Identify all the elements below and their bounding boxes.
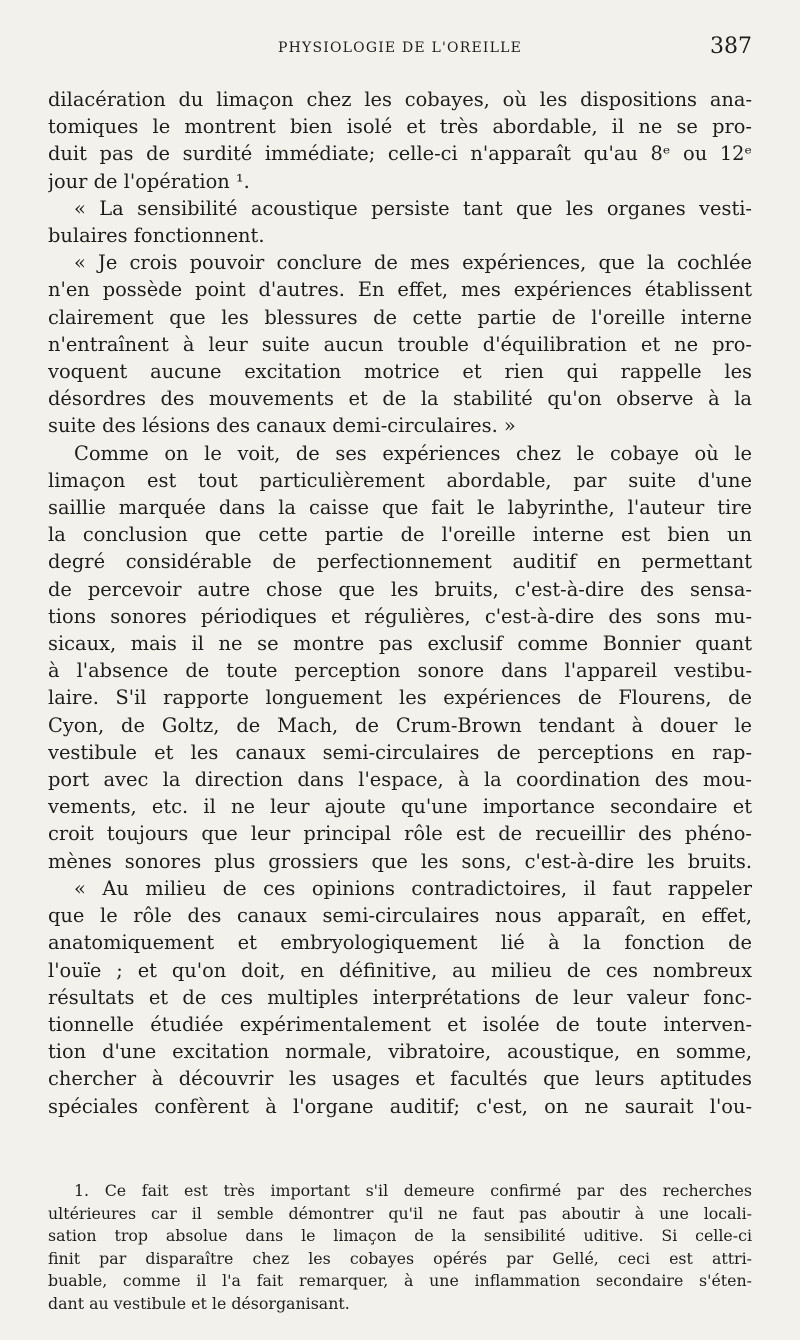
text-line: Cyon, de Goltz, de Mach, de Crum-Brown tendant à douer le (48, 713, 752, 737)
text-line: à l'absence de toute perception sonore dans l'appareil vestibu- (48, 659, 752, 683)
text-line: jour de l'opération ¹. (48, 169, 250, 193)
text-line: sicaux, mais il ne se montre pas exclusif comme Bonnier quant (48, 632, 752, 656)
text-line: suite des lésions des canaux demi-circulaires. » (48, 414, 516, 438)
text-line: tion d'une excitation normale, vibratoire, acoustique, en somme, (48, 1040, 752, 1064)
text-line: duit pas de surdité immédiate; celle-ci n'apparaît qu'au 8ᵉ ou 12ᵉ (48, 142, 752, 166)
text-line: anatomiquement et embryologiquement lié à la fonction de (48, 931, 752, 955)
text-line: bulaires fonctionnent. (48, 224, 265, 248)
text-line: tions sonores périodiques et régulières, c'est-à-dire des sons mu- (48, 604, 752, 628)
text-line: laire. S'il rapporte longuement les expériences de Flourens, de (48, 686, 752, 710)
text-line: tionnelle étudiée expérimentalement et isolée de toute interven- (48, 1012, 752, 1036)
running-title: PHYSIOLOGIE DE L'OREILLE (277, 40, 523, 56)
text-line: port avec la direction dans l'espace, à la coordination des mou- (48, 768, 752, 792)
footnote-line: buable, comme il l'a fait remarquer, à une inflammation secondaire s'éten- (48, 1271, 752, 1291)
main-text (48, 86, 752, 1120)
text-line: tomiques le montrent bien isolé et très abordable, il ne se pro- (48, 115, 752, 139)
text-line: clairement que les blessures de cette partie de l'oreille interne (48, 305, 752, 329)
text-line: n'en possède point d'autres. En effet, mes expériences établissent (48, 278, 752, 302)
text-line: que le rôle des canaux semi-circulaires nous apparaît, en effet, (48, 904, 752, 928)
text-line: vestibule et les canaux semi-circulaires de perceptions en rap- (48, 740, 752, 764)
text-line: voquent aucune excitation motrice et rien qui rappelle les (48, 360, 752, 384)
text-line: résultats et de ces multiples interprétations de leur valeur fonc- (48, 985, 752, 1009)
text-line: saillie marquée dans la caisse que fait le labyrinthe, l'auteur tire (48, 496, 752, 520)
text-line: de percevoir autre chose que les bruits, c'est-à-dire des sensa- (48, 577, 752, 601)
footnote-line: sation trop absolue dans le limaçon de la sensibilité uditive. Si celle-ci (48, 1226, 752, 1246)
text-line: vements, etc. il ne leur ajoute qu'une importance secondaire et (48, 795, 752, 819)
text-line: « Je crois pouvoir conclure de mes expériences, que la cochlée (74, 251, 752, 275)
text-line: dilacération du limaçon chez les cobayes, où les dispositions ana- (48, 88, 752, 111)
text-line: « La sensibilité acoustique persiste tant que les organes vesti- (74, 196, 752, 220)
text-line: degré considérable de perfectionnement auditif en permettant (48, 550, 752, 574)
text-line: croit toujours que leur principal rôle est de recueillir des phéno- (48, 822, 752, 846)
text-line: désordres des mouvements et de la stabilité qu'on observe à la (48, 387, 752, 411)
footnote (48, 1180, 752, 1316)
text-line: « Au milieu de ces opinions contradictoires, il faut rappeler (74, 876, 752, 900)
text-line: Comme on le voit, de ses expériences chez le cobaye où le (74, 441, 752, 465)
footnote-line: dant au vestibule et le désorganisant. (48, 1293, 350, 1313)
text-line: mènes sonores plus grossiers que les sons, c'est-à-dire les bruits. (48, 849, 752, 873)
footnote-line: finit par disparaître chez les cobayes opérés par Gellé, ceci est attri- (48, 1248, 752, 1268)
page-number: 387 (710, 34, 752, 59)
text-line: la conclusion que cette partie de l'oreille interne est bien un (48, 523, 752, 547)
text-line: spéciales confèrent à l'organe auditif; c'est, on ne saurait l'ou- (48, 1094, 752, 1118)
text-line: limaçon est tout particulièrement abordable, par suite d'une (48, 468, 752, 492)
text-line: n'entraînent à leur suite aucun trouble d'équilibration et ne pro- (48, 332, 752, 356)
footnote-line: ultérieures car il semble démontrer qu'il ne faut pas aboutir à une locali- (48, 1203, 752, 1223)
page-header (48, 34, 752, 64)
footnote-line: 1. Ce fait est très important s'il demeure confirmé par des recherches (74, 1181, 752, 1200)
text-line: chercher à découvrir les usages et facultés que leurs aptitudes (48, 1067, 752, 1091)
text-line: l'ouïe ; et qu'on doit, en définitive, au milieu de ces nombreux (48, 958, 752, 982)
